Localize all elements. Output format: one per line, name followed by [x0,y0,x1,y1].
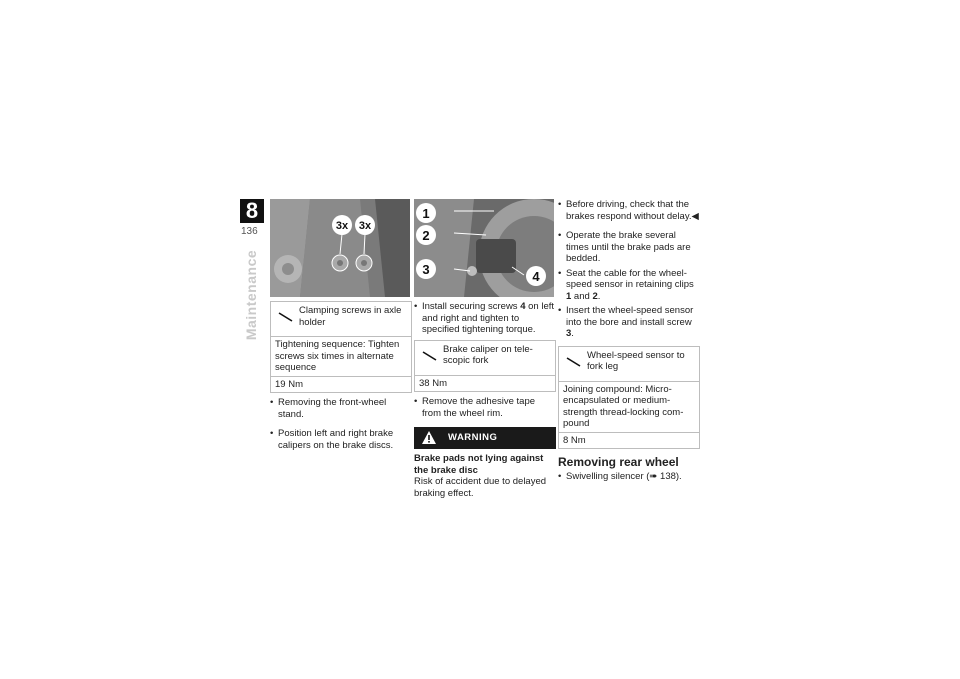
photo-label-1: 1 [422,206,430,221]
warning-label: WARNING [448,432,498,443]
section-heading: Removing rear wheel [558,455,679,469]
photo-label-2: 2 [422,228,430,243]
photo-label-3x-left: 3x [335,220,349,232]
wrench-icon [278,312,294,322]
step-bullet: • Seat the cable for the wheel-speed sensor in retaining clips 1 and 2. [558,268,700,303]
page-number: 136 [241,226,258,237]
chapter-number: 8 [240,199,264,223]
spec-row: Joining compound: Micro-encapsulated or medium-strength thread-locking com-pound [559,382,699,433]
column-2 [414,199,556,499]
spec-row: 38 Nm [419,377,447,389]
axle-holder-illustration [270,199,410,297]
photo-label-3x-right: 3x [358,220,372,232]
warning-text: Risk of accident due to delayed braking effect. [414,476,547,499]
step-bullet: • Removing the front-wheel stand. [270,397,412,420]
spec-row: 8 Nm [563,434,586,446]
step-bullet: • Position left and right brake calipers on the brake discs. [270,428,412,451]
torque-spec-wheel-speed-sensor [558,346,700,450]
warning-title: Brake pads not lying against the brake disc [414,453,544,476]
step-bullet: • Operate the brake several times until the brake pads are bedded. [558,230,700,265]
warning-banner [414,427,556,449]
step-bullet: • Remove the adhesive tape from the wheel rim. [414,396,556,419]
spec-title: Clamping screws in axle holder [299,305,402,328]
step-bullet: • Install securing screws 4 on left and right and tighten to specified tightening torque. [414,301,556,336]
photo-label-3: 3 [422,262,430,277]
warning-icon [422,431,436,444]
section-title-vertical: Maintenance [243,249,259,341]
spec-row: 19 Nm [275,378,303,390]
column-3 [558,199,700,490]
wrench-icon [422,351,438,361]
spec-row: Tightening sequence: Tighten screws six times in alternate sequence [271,337,411,377]
torque-spec-brake-caliper [414,340,556,393]
axle-holder-photo [270,199,410,297]
end-mark-icon: ◀ [691,210,699,222]
spec-title: Brake caliper on tele-scopic fork [443,343,533,366]
step-bullet: • Swivelling silencer (➠ 138). [558,471,700,483]
torque-spec-axle-holder [270,301,412,393]
step-bullet: • Insert the wheel-speed sensor into the bore and install screw 3. [558,305,700,340]
column-1 [270,199,412,459]
spec-title: Wheel-speed sensor to fork leg [587,349,685,372]
wrench-icon [566,357,582,367]
photo-label-4: 4 [532,269,540,284]
brake-caliper-illustration [414,199,554,297]
cross-reference-arrow-icon: ➠ [649,470,658,482]
brake-caliper-photo [414,199,554,297]
step-bullet: • Before driving, check that the brakes respond without delay.◀ [558,199,700,222]
